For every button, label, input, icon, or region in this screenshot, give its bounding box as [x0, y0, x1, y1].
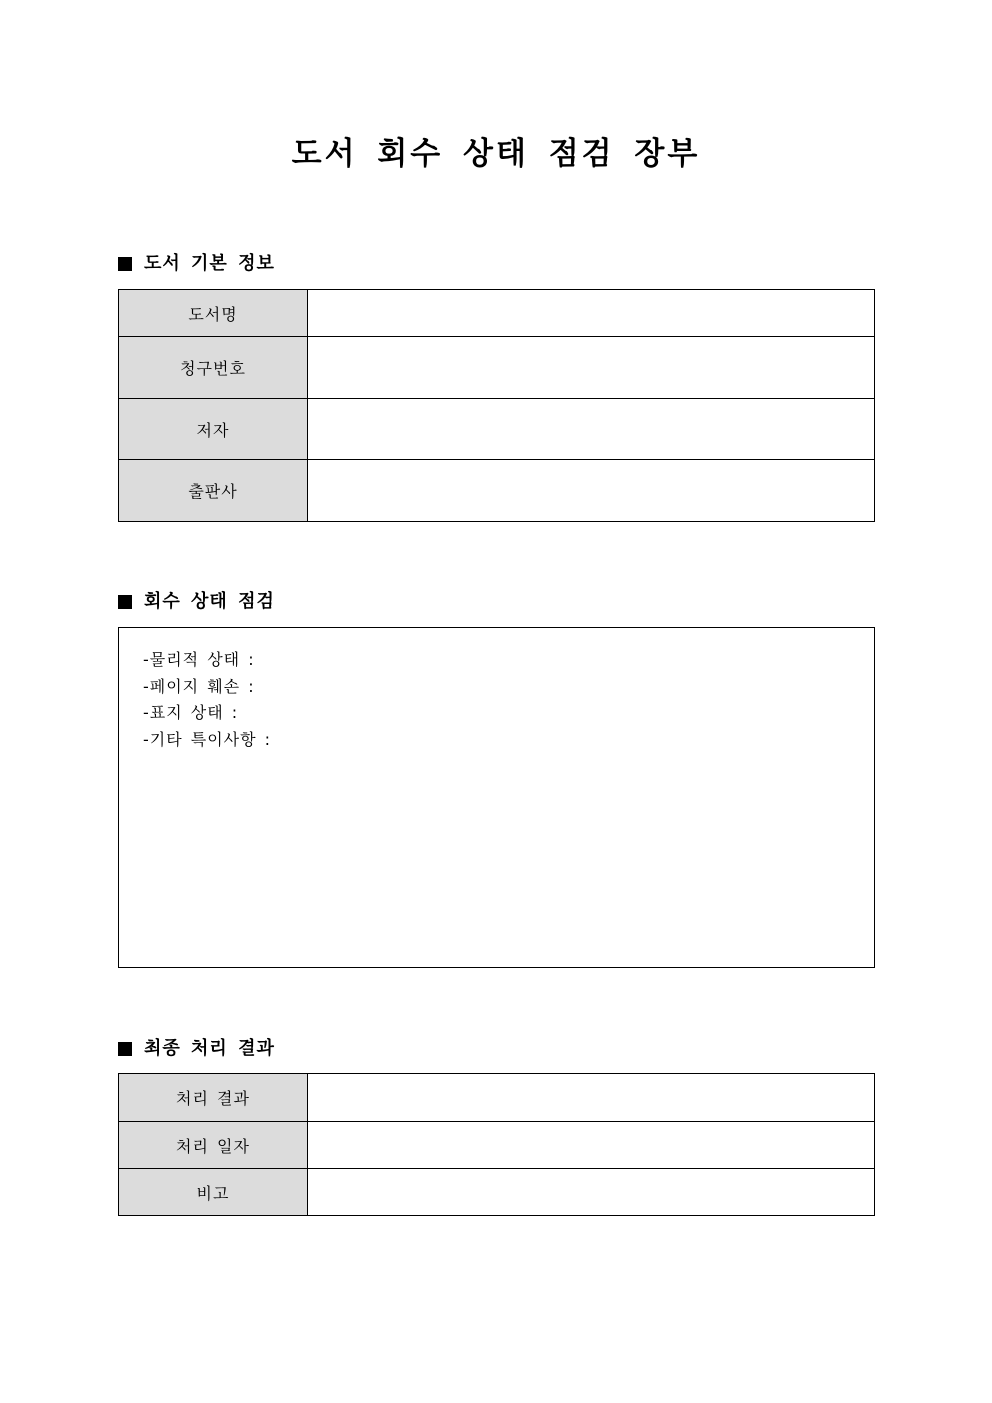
list-item-other-notes: -기타 특이사항 :	[143, 729, 272, 749]
table-row	[119, 460, 875, 522]
row-label-title: 도서명	[119, 290, 308, 337]
remarks-field[interactable]	[308, 1169, 875, 1216]
table-row	[119, 1074, 875, 1122]
condition-check-box[interactable]	[118, 627, 875, 968]
date-field[interactable]	[308, 1122, 875, 1169]
table-row	[119, 399, 875, 460]
row-label-publisher: 출판사	[119, 460, 308, 522]
row-label-result: 처리 결과	[119, 1074, 308, 1122]
publisher-field[interactable]	[308, 460, 875, 522]
row-label-date: 처리 일자	[119, 1122, 308, 1169]
book-title-field[interactable]	[308, 290, 875, 337]
list-item-cover-condition: -표지 상태 :	[143, 703, 239, 723]
section-heading-label: 최종 처리 결과	[144, 1038, 275, 1059]
result-field[interactable]	[308, 1074, 875, 1122]
section-heading-label: 회수 상태 점검	[144, 591, 275, 612]
table-row	[119, 1122, 875, 1169]
section-heading-basic-info	[118, 252, 275, 276]
list-item-physical-condition: -물리적 상태 :	[143, 650, 255, 669]
list-item-page-damage: -페이지 훼손 :	[143, 676, 255, 696]
square-bullet-icon	[118, 595, 132, 609]
section-heading-final-result	[118, 1037, 275, 1061]
table-row	[119, 290, 875, 337]
page-title: 도서 회수 상태 점검 장부	[291, 136, 701, 172]
square-bullet-icon	[118, 257, 132, 271]
square-bullet-icon	[118, 1042, 132, 1056]
table-row	[119, 337, 875, 399]
section-heading-condition-check	[118, 590, 275, 614]
basic-info-table	[118, 289, 875, 522]
table-row	[119, 1169, 875, 1216]
call-number-field[interactable]	[308, 337, 875, 399]
condition-check-list	[143, 647, 271, 753]
final-result-table	[118, 1073, 875, 1216]
author-field[interactable]	[308, 399, 875, 460]
row-label-author: 저자	[119, 399, 308, 460]
row-label-remarks: 비고	[119, 1169, 308, 1216]
section-heading-label: 도서 기본 정보	[144, 253, 275, 274]
row-label-call-number: 청구번호	[119, 337, 308, 399]
